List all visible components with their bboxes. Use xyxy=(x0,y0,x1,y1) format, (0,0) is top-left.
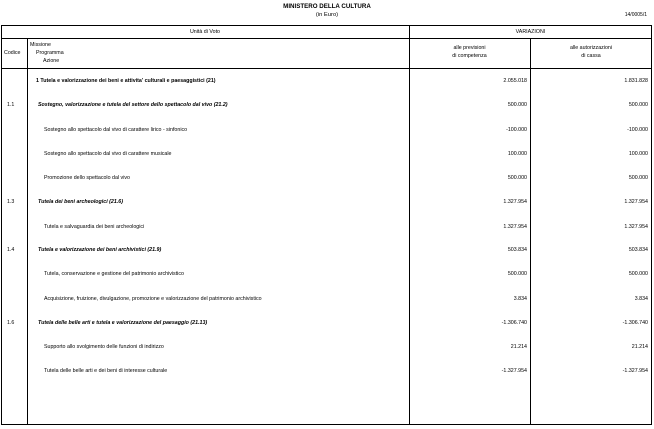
row-code: 1.1 xyxy=(7,102,15,108)
row-label: Tutela e valorizzazione dei beni archivistici (21.9) xyxy=(38,247,162,253)
row-competenza: -1.306.740 xyxy=(501,320,527,326)
col-divider-code xyxy=(27,38,28,425)
row-cassa: -1.327.954 xyxy=(622,368,648,374)
row-competenza: 21.214 xyxy=(510,344,527,350)
row-code: 1.4 xyxy=(7,247,15,253)
row-competenza: 503.834 xyxy=(507,247,527,253)
header-cassa-line1: alle autorizzazioni xyxy=(569,45,613,51)
row-code: 1.6 xyxy=(7,320,15,326)
row-label: Sostegno allo spettacolo dal vivo di carattere musicale xyxy=(44,151,172,157)
row-cassa: 3.834 xyxy=(634,296,648,302)
row-competenza: 500.000 xyxy=(507,102,527,108)
row-competenza: 1.327.954 xyxy=(503,224,527,230)
row-cassa: 1.831.828 xyxy=(624,78,648,84)
header-divider-bottom xyxy=(1,68,652,69)
row-cassa: 500.000 xyxy=(628,271,648,277)
row-competenza: -100.000 xyxy=(506,127,527,133)
row-cassa: 1.327.954 xyxy=(624,224,648,230)
row-competenza: 100.000 xyxy=(507,151,527,157)
row-cassa: -1.306.740 xyxy=(622,320,648,326)
row-code: 1.3 xyxy=(7,199,15,205)
row-competenza: 3.834 xyxy=(513,296,527,302)
header-cassa-line2: di cassa xyxy=(581,53,601,59)
document-code: 14/0005/1 xyxy=(624,12,647,18)
header-unita-voto: Unità di Voto xyxy=(189,29,221,35)
ministry-title: MINISTERO DELLA CULTURA xyxy=(283,3,371,10)
header-competenza-line1: alle previsioni xyxy=(453,45,486,51)
row-label: Tutela delle belle arti e tutela e valorizzazione del paesaggio (21.13) xyxy=(38,320,208,326)
row-cassa: -100.000 xyxy=(627,127,648,133)
row-competenza: 500.000 xyxy=(507,175,527,181)
row-cassa: 503.834 xyxy=(628,247,648,253)
row-competenza: 2.055.018 xyxy=(503,78,527,84)
row-label: 1 Tutela e valorizzazione dei beni e attivita' culturali e paesaggistici (21) xyxy=(36,78,216,84)
row-label: Sostegno allo spettacolo dal vivo di carattere lirico - sinfonico xyxy=(44,127,188,133)
row-cassa: 100.000 xyxy=(628,151,648,157)
row-competenza: 500.000 xyxy=(507,271,527,277)
header-missione: Missione xyxy=(30,42,51,48)
row-label: Sostegno, valorizzazione e tutela del settore dello spettacolo dal vivo (21.2) xyxy=(38,102,228,108)
row-cassa: 500.000 xyxy=(628,175,648,181)
header-codice: Codice xyxy=(4,50,21,56)
row-competenza: 1.327.954 xyxy=(503,199,527,205)
row-cassa: 1.327.954 xyxy=(624,199,648,205)
row-label: Tutela dei beni archeologici (21.6) xyxy=(38,199,123,205)
row-cassa: 500.000 xyxy=(628,102,648,108)
row-label: Acquisizione, fruizione, divulgazione, promozione e valorizzazione del patrimonio archivistico xyxy=(44,296,262,302)
header-variazioni: VARIAZIONI xyxy=(515,29,546,35)
header-azione: Azione xyxy=(43,58,60,64)
header-competenza-line2: di competenza xyxy=(452,53,487,59)
row-label: Tutela e salvaguardia dei beni archeologici xyxy=(44,224,145,230)
col-divider-cassa xyxy=(530,38,531,425)
row-label: Supporto allo svolgimento delle funzioni di indirizzo xyxy=(44,344,164,350)
row-label: Promozione dello spettacolo dal vivo xyxy=(44,175,130,181)
row-competenza: -1.327.954 xyxy=(501,368,527,374)
row-cassa: 21.214 xyxy=(631,344,648,350)
header-divider-top xyxy=(1,38,652,39)
row-label: Tutela delle belle arti e dei beni di interesse culturale xyxy=(44,368,168,374)
unit-subtitle: (in Euro) xyxy=(315,12,339,18)
row-label: Tutela, conservazione e gestione del patrimonio archivistico xyxy=(44,271,184,277)
header-programma: Programma xyxy=(36,50,64,56)
